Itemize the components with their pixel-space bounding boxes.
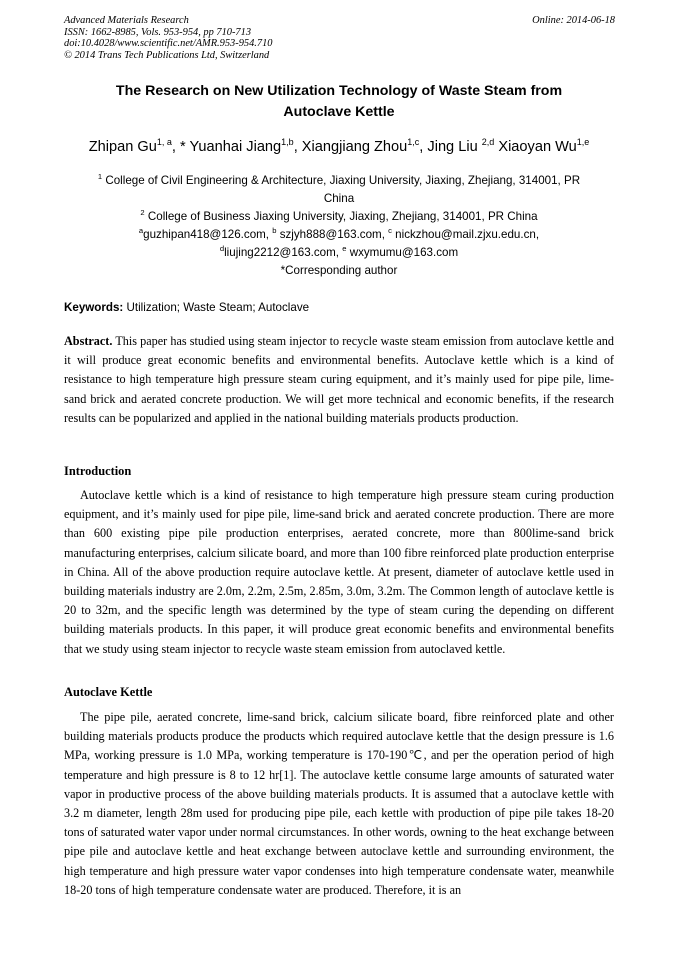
abstract <box>64 332 614 428</box>
section-heading-autoclave-kettle: Autoclave Kettle <box>64 685 153 699</box>
introduction-paragraph: Autoclave kettle which is a kind of resistance to high temperature high pressure steam curing production equipment, and it’s mainly used for pipe pile, lime-sand brick and aerated concrete production. There are more than 600 existing pipe pile production enterprises, aerated concrete, more than 800lime-sand brick manufacturing enterprises, calcium silicate board, and more than 100 fibre reinforced plate production enterprise in China. All of the above production require autoclave kettle. At present, diameter of autoclave kettle used in building materials industry are 2.0m, 2.2m, 2.5m, 2.85m, 3.0m, 3.2m. The Common length of autoclave kettle is 20 to 32m, and the specific length was determined by the type of steam curing the depending on different building materials products. In this paper, it will produce great economic benefits and environmental benefits that we study using steam injector to recycle waste steam emission from autoclaved kettle. <box>64 488 614 656</box>
email-link[interactable]: nickzhou@mail.zjxu.edu.cn, <box>391 228 540 241</box>
affiliation-number: 1 <box>97 172 103 181</box>
affiliation-number: 2 <box>140 208 145 217</box>
author-name: Xiaoyan Wu <box>494 139 577 155</box>
autoclave-kettle-paragraph: The pipe pile, aerated concrete, lime-sand brick, calcium silicate board, fibre reinforced plate and other building materials products produce the products which required autoclave kettle that the design pressure is 1.6 MPa, working pressure is 1.0 MPa, working temperature is 170-190℃, and per the operation period of high temperature and high pressure is 8 to 12 hr[1]. The autoclave kettle consume large amounts of saturated water vapor in productive process of the above building materials products. It is assumed that a autoclave kettle with 3.2 m diameter, length 28m used for producing pipe pile, each kettle with production of pipe pile takes 18-20 tons of saturated water vapor under normal circumstances. In other words, owning to the heat exchange between pipe pile and autoclave kettle and heat exchange between autoclave kettle and surrounding environment, the high temperature and high pressure water vapor condenses into high temperature condensate water, meanwhile 18-20 tons of high temperature condensate water are produced. Therefore, it is an <box>64 710 614 897</box>
email-sup: a <box>138 226 144 235</box>
keywords <box>64 301 309 315</box>
email-sup: c <box>388 226 392 235</box>
keywords-label: Keywords: <box>64 301 124 314</box>
affiliation-2 <box>64 208 614 226</box>
online-date: Online: 2014-06-18 <box>532 15 615 26</box>
author-affil-sup: 2,d <box>481 137 495 147</box>
author-name: , Jing Liu <box>419 139 482 155</box>
affiliation-text: College of Civil Engineering & Architecture, Jiaxing University, Jiaxing, Zhejiang, 314001, PR <box>105 174 581 187</box>
author-name: , Xiangjiang Zhou <box>293 139 408 155</box>
journal-header <box>64 15 272 61</box>
title-line-2: Autoclave Kettle <box>283 104 395 120</box>
email-sup: b <box>272 226 277 235</box>
affiliation-text: China <box>323 192 355 205</box>
author-affil-sup: 1,e <box>576 137 590 147</box>
author-affil-sup: 1,c <box>407 137 420 147</box>
journal-name: Advanced Materials Research <box>64 15 189 26</box>
email-sup: e <box>342 244 347 253</box>
author-list <box>40 137 638 157</box>
issn-line: ISSN: 1662-8985, Vols. 953-954, pp 710-713 <box>64 26 252 38</box>
abstract-label: Abstract. <box>64 334 113 348</box>
affiliation-text: College of Business Jiaxing University, Jiaxing, Zhejiang, 314001, PR China <box>147 210 538 223</box>
corresponding-author-note: *Corresponding author <box>280 264 398 277</box>
email-link[interactable]: szjyh888@163.com, <box>276 228 389 241</box>
title-line-1: The Research on New Utilization Technology of Waste Steam from <box>115 83 563 99</box>
keywords-text: Utilization; Waste Steam; Autoclave <box>123 301 310 314</box>
author-name: , * Yuanhai Jiang <box>171 139 282 155</box>
author-affil-sup: 1, a <box>156 137 172 147</box>
affiliation-1 <box>64 172 614 208</box>
paper-title <box>64 81 614 123</box>
email-link[interactable]: guzhipan418@126.com, <box>143 228 273 241</box>
email-sup: d <box>219 244 225 253</box>
abstract-text: This paper has studied using steam injector to recycle waste steam emission from autoclave kettle and it will produce great economic benefits and environmental benefits. Autoclave kettle which is a kind of resistance to high temperature high pressure steam curing equipment, and it’s mainly used for pipe pile, lime-sand brick and aerated concrete production. We will get more technical and economic benefits, if the research results can be popularized and applied in the national building materials products production. <box>64 334 614 425</box>
author-name: Zhipan Gu <box>88 139 157 155</box>
copyright-line: © 2014 Trans Tech Publications Ltd, Switzerland <box>64 49 270 61</box>
author-affil-sup: 1,b <box>281 137 294 147</box>
doi-line: doi:10.4028/www.scientific.net/AMR.953-954.710 <box>64 38 273 50</box>
email-link[interactable]: wxymumu@163.com <box>346 246 459 259</box>
author-emails <box>64 226 614 262</box>
section-heading-introduction: Introduction <box>64 464 132 478</box>
email-link[interactable]: liujing2212@163.com, <box>224 246 343 259</box>
